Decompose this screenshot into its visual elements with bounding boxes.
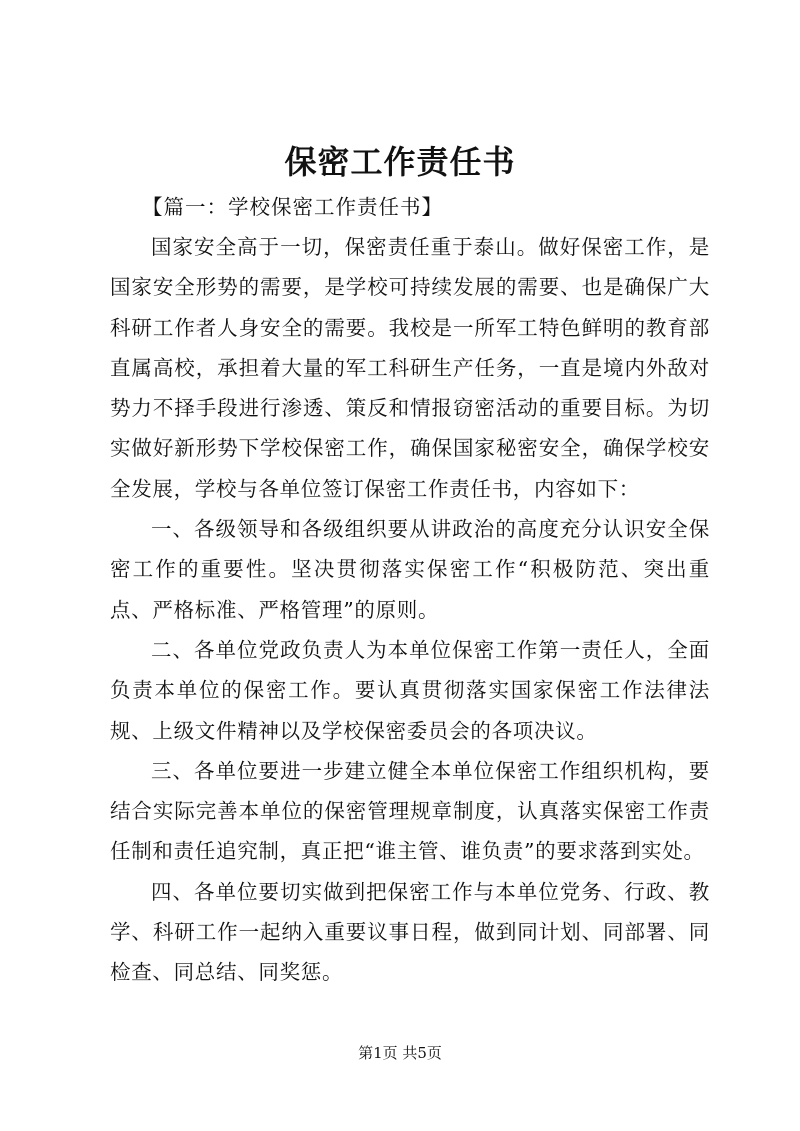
paragraph-item-2: 二、各单位党政负责人为本单位保密工作第一责任人，全面负责本单位的保密工作。要认真贯彻落实国家保密工作法律法规、上级文件精神以及学校保密委员会的各项决议。 — [110, 637, 710, 743]
paragraph-item-1: 一、各级领导和各级组织要从讲政治的高度充分认识安全保密工作的重要性。坚决贯彻落实保密工作“积极防范、突出重点、严格标准、严格管理”的原则。 — [110, 517, 710, 622]
document-body — [110, 227, 710, 993]
page-number-footer: 第1页 共5页 — [358, 1044, 442, 1062]
document-title: 保密工作责任书 — [284, 143, 516, 181]
paragraph-intro: 国家安全高于一切，保密责任重于泰山。做好保密工作，是国家安全形势的需要，是学校可持续发展的需要、也是确保广大科研工作者人身安全的需要。我校是一所军工特色鲜明的教育部直属高校，承担着大量的军工科研生产任务，一直是境内外敌对势力不择手段进行渗透、策反和情报窃密活动的重要目标。为切实做好新形势下学校保密工作，确保国家秘密安全，确保学校安全发展，学校与各单位签订保密工作责任书，内容如下： — [110, 235, 710, 501]
paragraph-item-4: 四、各单位要切实做到把保密工作与本单位党务、行政、教学、科研工作一起纳入重要议事日程，做到同计划、同部署、同检查、同总结、同奖惩。 — [110, 879, 710, 985]
paragraph-item-3: 三、各单位要进一步建立健全本单位保密工作组织机构，要结合实际完善本单位的保密管理规章制度，认真落实保密工作责任制和责任追究制，真正把“谁主管、谁负责”的要求落到实处。 — [110, 758, 710, 864]
section-heading: 【篇一：学校保密工作责任书】 — [142, 195, 443, 219]
